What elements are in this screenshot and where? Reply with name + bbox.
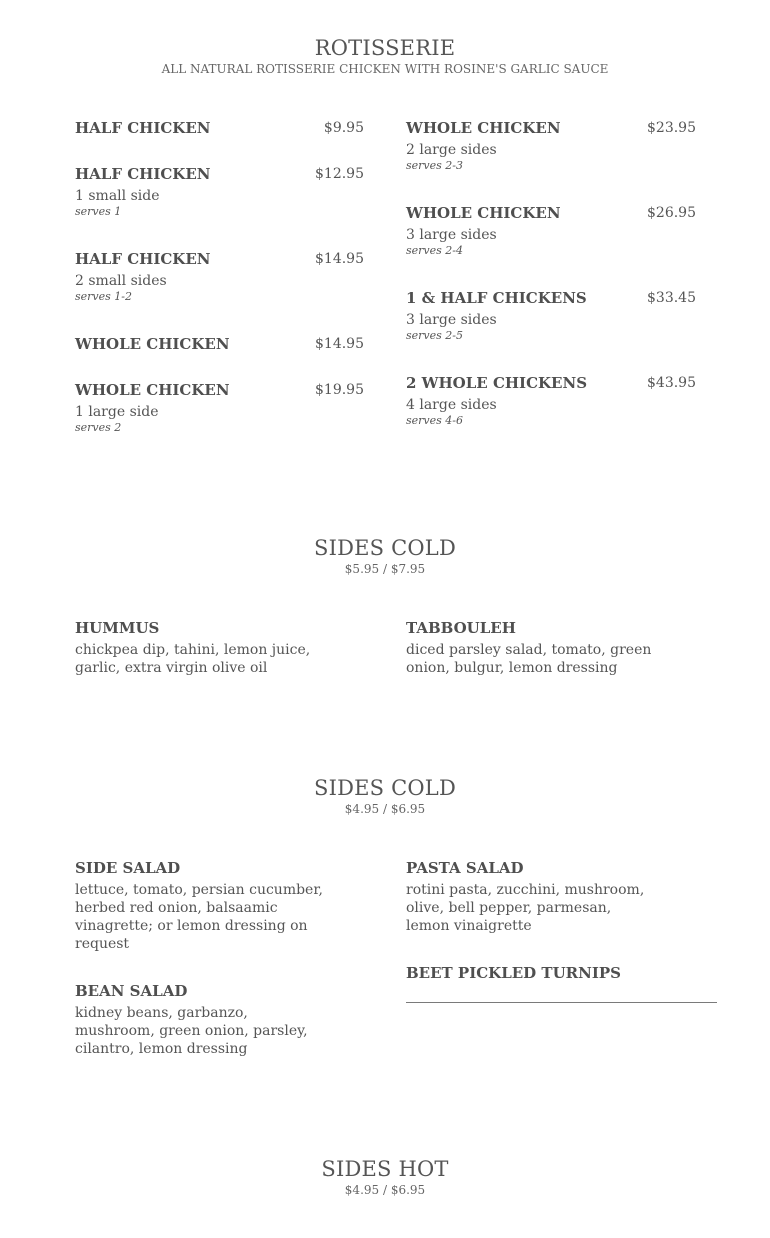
section-subtitle-sides-hot: $4.95 / $6.95 [344,1183,426,1197]
item-name: WHOLE CHICKEN [406,119,561,137]
item-serves: serves 2-4 [406,244,463,257]
section-subtitle-sides-cold: $5.95 / $7.95 [344,562,426,576]
item-description: rotini pasta, zucchini, mushroom, olive, bell pepper, parmesan, lemon vinaigrette [406,882,645,934]
item-price: $26.95 [647,205,696,221]
item-price: $33.45 [647,290,696,306]
menu-item [75,248,364,304]
item-description: lettuce, tomato, persian cucumber, herbed red onion, balsaamic vinagrette; or lemon dressing on request [75,882,323,952]
item-serves: serves 1 [75,205,122,218]
item-name: BEET PICKLED TURNIPS [406,964,621,982]
menu-item [75,163,364,219]
item-name: HUMMUS [75,619,160,637]
menu-item [406,857,651,935]
menu-item [75,617,325,677]
item-serves: serves 2 [75,421,122,434]
section-subtitle-rotisserie: ALL NATURAL ROTISSERIE CHICKEN WITH ROSINE'S GARLIC SAUCE [161,62,609,76]
item-name: HALF CHICKEN [75,165,211,183]
menu-item [406,117,696,173]
item-description: 2 large sides [406,142,497,158]
item-serves: serves 4-6 [406,414,463,427]
item-name: SIDE SALAD [75,859,181,877]
item-description: 2 small sides [75,273,167,289]
menu-item [75,980,315,1058]
item-serves: serves 2-3 [406,159,463,172]
item-description: diced parsley salad, tomato, green onion, bulgur, lemon dressing [406,642,652,676]
item-description: 1 small side [75,188,160,204]
item-price: $14.95 [315,336,364,352]
item-description: 3 large sides [406,312,497,328]
item-price: $23.95 [647,120,696,136]
item-description: 3 large sides [406,227,497,243]
menu-item [75,117,364,139]
section-title-sides-cold-2: SIDES COLD [314,776,456,800]
section-title-sides-hot: SIDES HOT [321,1157,449,1181]
item-name: HALF CHICKEN [75,119,211,137]
section-subtitle-sides-cold-2: $4.95 / $6.95 [344,802,426,816]
item-name: 2 WHOLE CHICKENS [406,374,588,392]
item-name: PASTA SALAD [406,859,524,877]
item-description: kidney beans, garbanzo, mushroom, green onion, parsley, cilantro, lemon dressing [75,1005,308,1057]
menu-item [406,202,696,258]
item-name: BEAN SALAD [75,982,188,1000]
section-title-rotisserie: ROTISSERIE [314,36,456,60]
section-title-sides-cold: SIDES COLD [314,536,456,560]
item-name: HALF CHICKEN [75,250,211,268]
item-price: $12.95 [315,166,364,182]
menu-item [75,333,364,355]
item-name: WHOLE CHICKEN [75,335,230,353]
menu-item [75,857,327,953]
item-price: $19.95 [315,382,364,398]
item-description: 4 large sides [406,397,497,413]
menu-item [406,287,696,343]
item-description: chickpea dip, tahini, lemon juice, garlic, extra virgin olive oil [75,642,311,676]
item-serves: serves 1-2 [75,290,132,303]
item-name: WHOLE CHICKEN [75,381,230,399]
item-name: WHOLE CHICKEN [406,204,561,222]
divider-line [406,1002,717,1003]
item-description: 1 large side [75,404,159,420]
menu-item [406,962,696,984]
menu-item [406,372,696,428]
item-price: $9.95 [323,120,364,136]
menu-item [406,617,656,677]
item-price: $14.95 [315,251,364,267]
item-name: TABBOULEH [406,619,516,637]
menu-item [75,379,364,435]
item-price: $43.95 [647,375,696,391]
item-name: 1 & HALF CHICKENS [406,289,587,307]
item-serves: serves 2-5 [406,329,463,342]
